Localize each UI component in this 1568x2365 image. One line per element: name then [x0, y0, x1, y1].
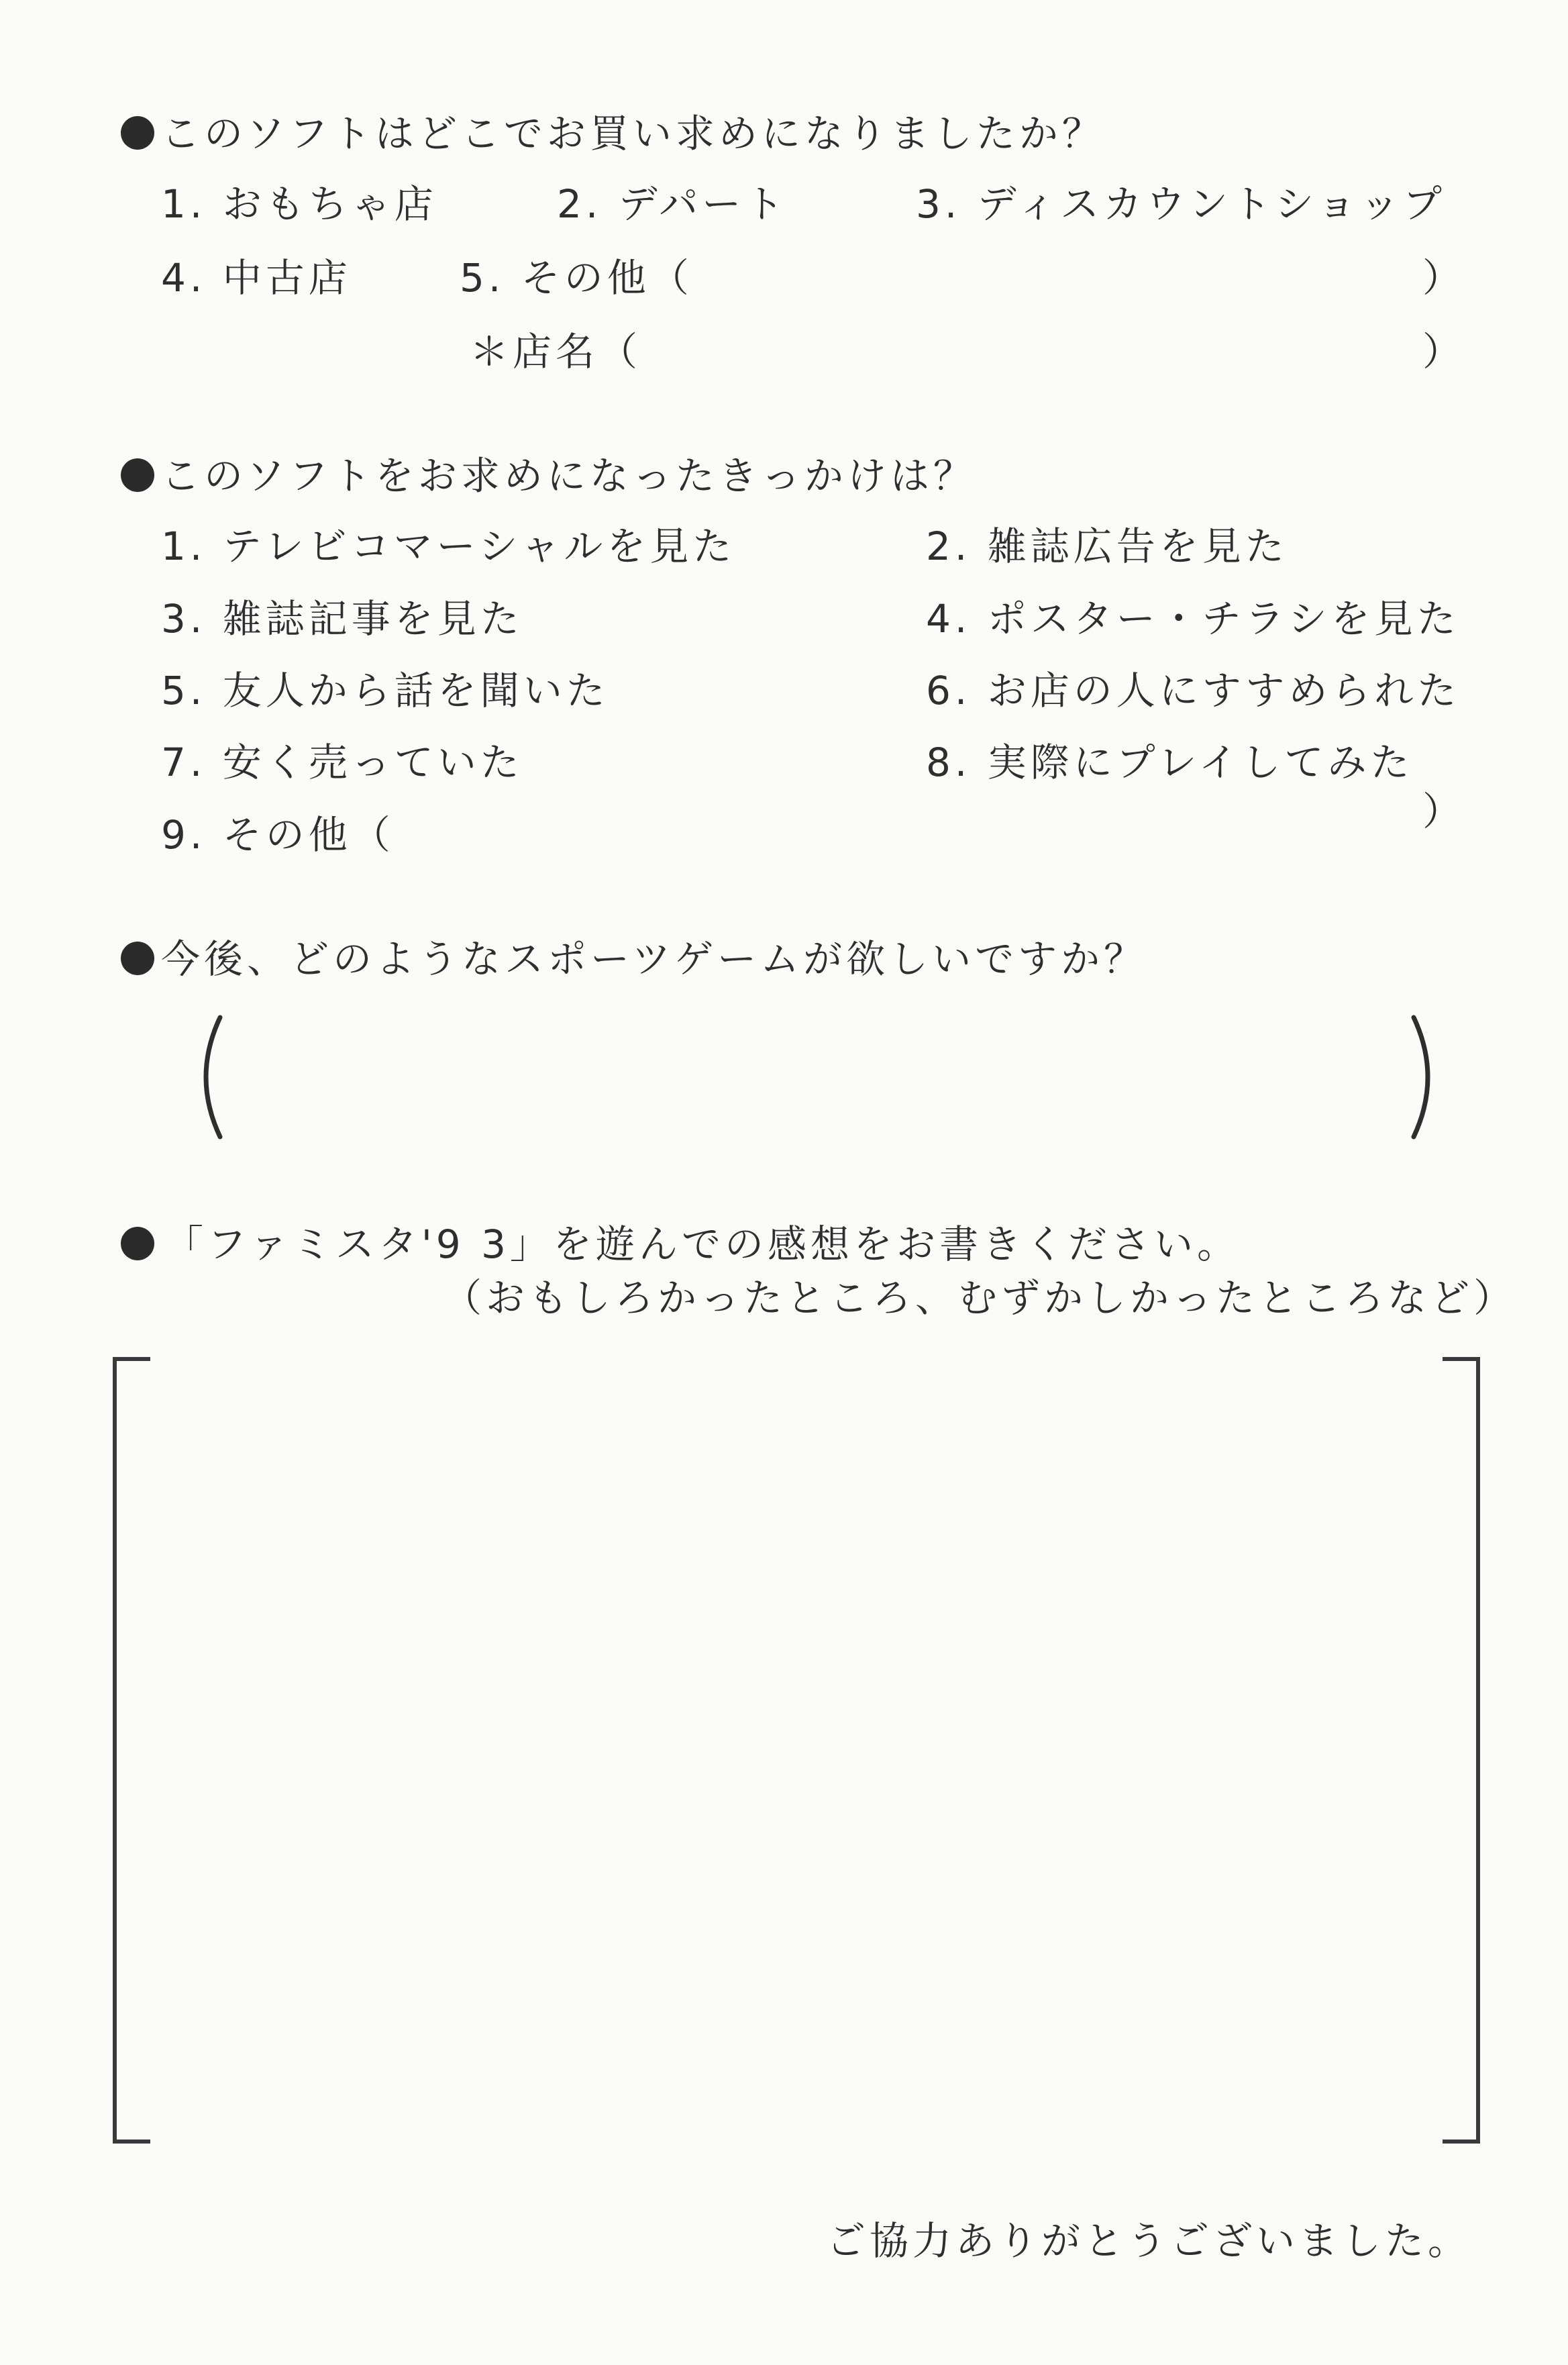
q3-answer-field[interactable]: [242, 1020, 1396, 1134]
q1-store-close-paren: ）: [1422, 329, 1462, 374]
q4-bullet: [121, 1227, 154, 1260]
q4-question: 「ファミスタ'9 3」を遊んでの感想をお書きください。: [164, 1221, 1241, 1267]
q4-answer-left-bracket: [113, 1357, 150, 2144]
q2-question: このソフトをお求めになったきっかけは？: [161, 453, 976, 499]
q1-store-name-label: ＊店名（: [470, 329, 642, 374]
thanks-message: ご協力ありがとうございました。: [827, 2218, 1471, 2264]
q1-option-5[interactable]: 5. その他（: [460, 255, 693, 301]
q1-option-4[interactable]: 4. 中古店: [161, 255, 352, 301]
q1-question: このソフトはどこでお買い求めになりましたか？: [161, 111, 1105, 156]
q1-option-5-close-paren: ）: [1422, 255, 1462, 301]
q2-option-5[interactable]: 5. 友人から話を聞いた: [161, 668, 609, 713]
q4-answer-field[interactable]: [161, 1369, 1409, 2127]
q4-note: （おもしろかったところ、むずかしかったところなど）: [443, 1275, 1517, 1321]
q1-option-2[interactable]: 2. デパート: [557, 181, 788, 227]
q1-option-1[interactable]: 1. おもちゃ店: [161, 181, 437, 227]
q1-option-3[interactable]: 3. ディスカウントショップ: [916, 181, 1446, 227]
q1-bullet: [121, 116, 154, 150]
q2-option-3[interactable]: 3. 雑誌記事を見た: [161, 596, 523, 642]
q3-answer-close-paren: [1406, 1013, 1446, 1141]
q3-answer-open-paren: [188, 1013, 228, 1141]
q2-option-8[interactable]: 8. 実際にプレイしてみた: [926, 740, 1414, 785]
q4-answer-right-bracket: [1443, 1357, 1480, 2144]
q2-option-1[interactable]: 1. テレビコマーシャルを見た: [161, 523, 736, 569]
q2-option-2[interactable]: 2. 雑誌広告を見た: [926, 523, 1288, 569]
q3-bullet: [121, 942, 154, 975]
q2-option-9-close-paren: ）: [1422, 789, 1462, 834]
q2-option-9[interactable]: 9. その他（: [161, 812, 395, 858]
q2-bullet: [121, 458, 154, 492]
q2-option-7[interactable]: 7. 安く売っていた: [161, 740, 523, 785]
q3-question: 今後、どのようなスポーツゲームが欲しいですか？: [161, 936, 1147, 982]
q2-option-6[interactable]: 6. お店の人にすすめられた: [926, 668, 1461, 713]
q2-option-4[interactable]: 4. ポスター・チラシを見た: [926, 596, 1460, 642]
